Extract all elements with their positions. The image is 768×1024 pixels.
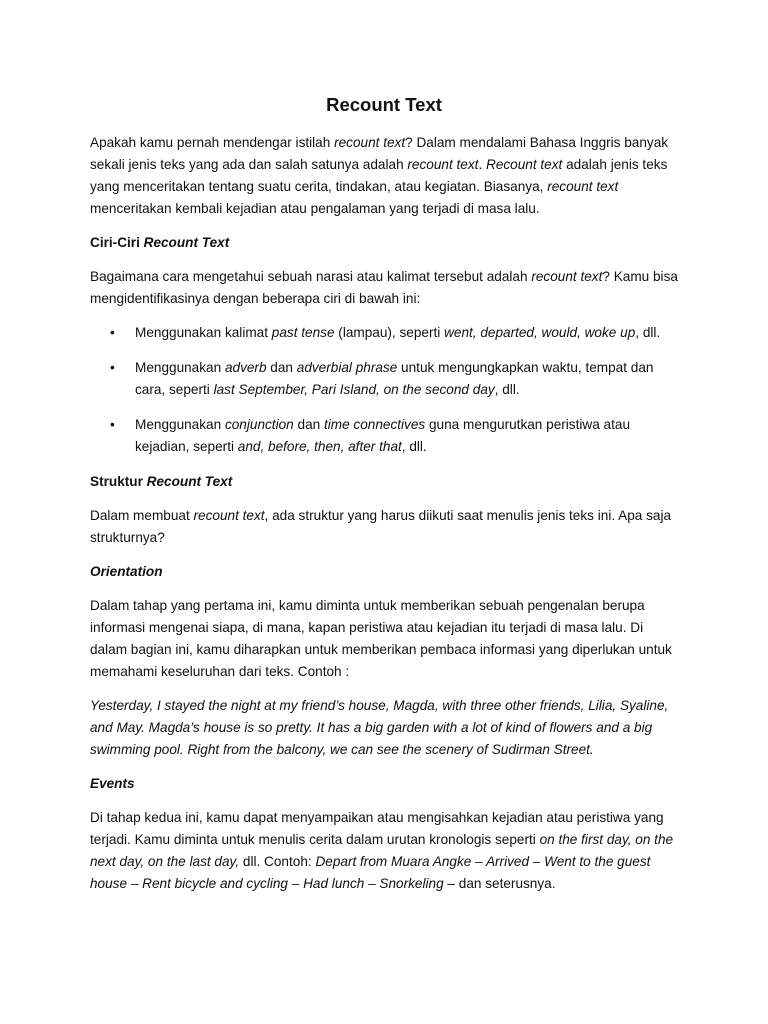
- events-paragraph: [90, 807, 680, 895]
- paragraph-text: ? Kamu bisa mengidentifikasinya dengan beberapa ciri di bawah ini:: [90, 269, 678, 306]
- bullet-icon: •: [110, 360, 115, 375]
- item-text: (lampau), seperti: [334, 325, 445, 340]
- ciri-ciri-paragraph: [90, 266, 680, 310]
- item-text: dan: [266, 360, 297, 375]
- struktur-paragraph: [90, 505, 680, 549]
- intro-paragraph: [90, 132, 680, 220]
- list-item: [90, 357, 680, 401]
- paragraph-text: dll. Contoh:: [239, 854, 316, 869]
- item-text: untuk mengungkapkan waktu, tempat dan cara, seperti: [135, 360, 654, 397]
- page-title: Recount Text: [326, 94, 442, 115]
- ciri-ciri-list: [90, 322, 680, 458]
- paragraph-text: Di tahap kedua ini, kamu dapat menyampaikan atau mengisahkan kejadian atau peristiwa yang terjadi. Kamu diminta untuk menulis cerita dalam urutan kronologis seperti: [90, 810, 664, 847]
- item-term: past tense: [271, 325, 335, 340]
- document-body: [90, 132, 680, 907]
- item-text: , dll.: [401, 439, 427, 454]
- intro-term: recount text: [407, 157, 479, 172]
- item-text: Menggunakan kalimat: [135, 325, 272, 340]
- item-term: time connectives: [323, 417, 426, 432]
- intro-term: recount text: [334, 135, 406, 150]
- item-term: last September, Pari Island, on the second day: [213, 382, 495, 397]
- paragraph-text: Bagaimana cara mengetahui sebuah narasi atau kalimat tersebut adalah: [90, 269, 532, 284]
- intro-text: .: [478, 157, 486, 172]
- heading-text: Ciri-Ciri: [90, 235, 144, 250]
- events-heading: Events: [90, 776, 135, 791]
- paragraph-term: recount text: [531, 269, 603, 284]
- intro-text: adalah jenis teks yang menceritakan tentang suatu cerita, tindakan, atau kegiatan. Biasanya,: [90, 157, 668, 194]
- paragraph-term: recount text: [193, 508, 265, 523]
- paragraph-text: – dan seterusnya.: [443, 876, 556, 891]
- struktur-heading: [90, 471, 680, 493]
- item-text: Menggunakan: [135, 360, 225, 375]
- intro-text: menceritakan kembali kejadian atau pengalaman yang terjadi di masa lalu.: [90, 201, 540, 216]
- orientation-paragraph: Dalam tahap yang pertama ini, kamu diminta untuk memberikan sebuah pengenalan berupa informasi mengenai siapa, di mana, kapan peristiwa atau kejadian itu terjadi di masa lalu. Di dalam bagian ini, kamu diharapkan untuk memberikan pembaca informasi yang diperlukan untuk memahami keseluruhan dari teks. Contoh :: [90, 598, 672, 679]
- heading-term: Recount Text: [143, 235, 230, 250]
- intro-text: Apakah kamu pernah mendengar istilah: [90, 135, 335, 150]
- intro-term: recount text: [547, 179, 619, 194]
- paragraph-text: , ada struktur yang harus diikuti saat menulis jenis teks ini. Apa saja strukturnya?: [90, 508, 672, 545]
- intro-term: Recount text: [486, 157, 563, 172]
- item-term: went, departed, would, woke up: [444, 325, 636, 340]
- ciri-ciri-heading: [90, 232, 680, 254]
- item-term: conjunction: [224, 417, 294, 432]
- item-term: adverb: [224, 360, 267, 375]
- item-text: dan: [293, 417, 324, 432]
- paragraph-text: Dalam membuat: [90, 508, 194, 523]
- heading-term: Recount Text: [146, 474, 233, 489]
- orientation-heading: Orientation: [90, 564, 163, 579]
- item-text: guna mengurutkan peristiwa atau kejadian, seperti: [135, 417, 631, 454]
- heading-text: Struktur: [90, 474, 147, 489]
- paragraph-term: on the first day, on the next day, on the last day,: [90, 832, 674, 869]
- item-term: and, before, then, after that: [237, 439, 402, 454]
- item-term: adverbial phrase: [296, 360, 398, 375]
- paragraph-term: Depart from Muara Angke – Arrived – Went to the guest house – Rent bicycle and cycling – Had lunch – Snorkeling: [90, 854, 651, 891]
- bullet-icon: •: [110, 325, 115, 340]
- orientation-example: Yesterday, I stayed the night at my friend’s house, Magda, with three other friends, Lilia, Syaline, and May. Magda’s house is so pretty. It has a big garden with a lot of kind of flowers and a big swimming pool. Right from the balcony, we can see the scenery of Sudirman Street.: [90, 698, 669, 757]
- item-text: , dll.: [635, 325, 661, 340]
- intro-text: ? Dalam mendalami Bahasa Inggris banyak sekali jenis teks yang ada dan salah satunya adalah: [90, 135, 669, 172]
- item-text: , dll.: [494, 382, 520, 397]
- item-text: Menggunakan: [135, 417, 225, 432]
- list-item: [90, 414, 680, 458]
- bullet-icon: •: [110, 417, 115, 432]
- list-item: [90, 322, 680, 344]
